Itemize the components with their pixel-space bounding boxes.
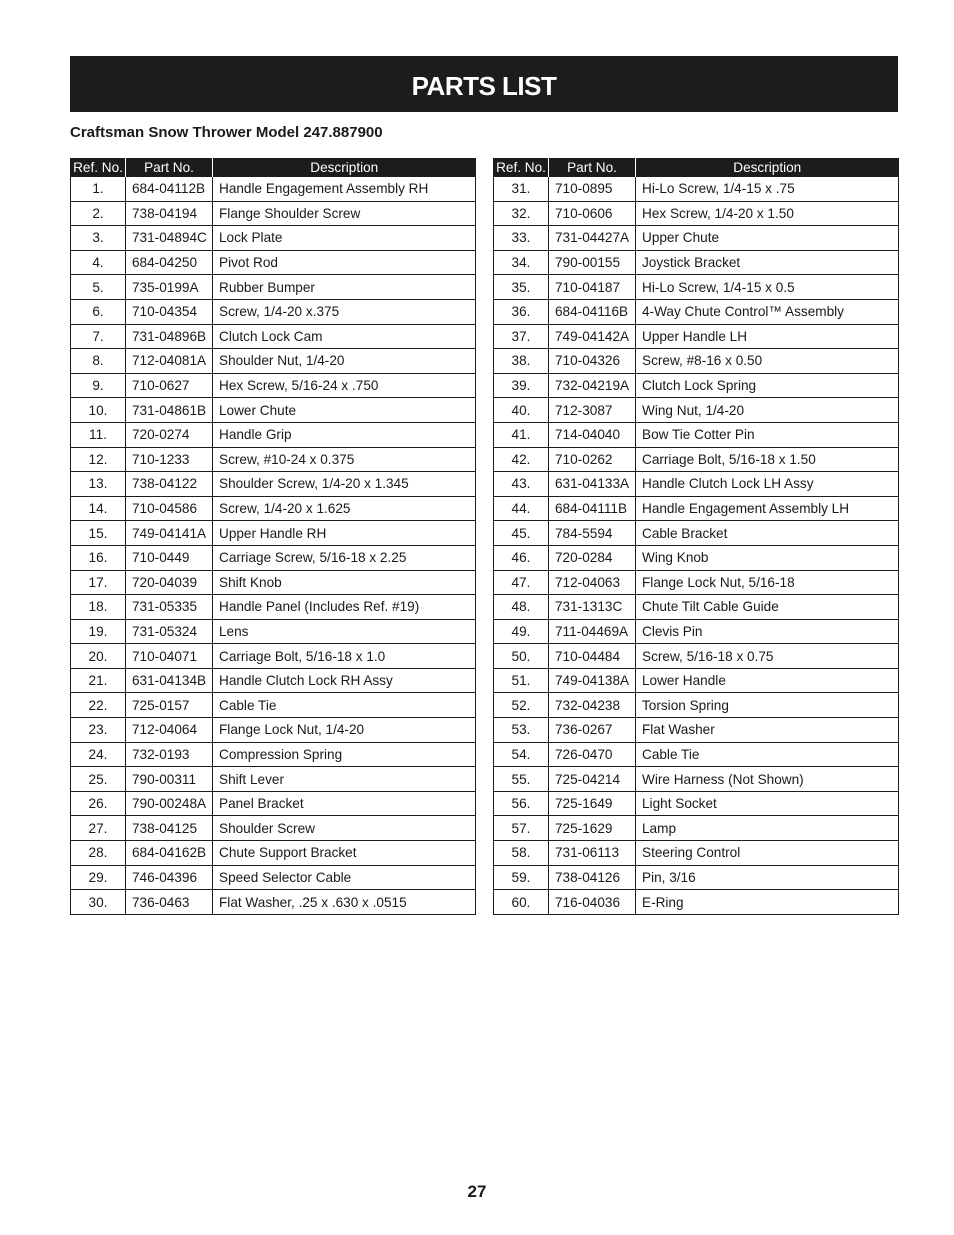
ref-no-cell: 33. (494, 226, 549, 251)
description-cell: Shoulder Screw, 1/4-20 x 1.345 (213, 472, 476, 497)
description-cell: Lock Plate (213, 226, 476, 251)
description-cell: Lower Handle (636, 668, 899, 693)
description-cell: Hex Screw, 1/4-20 x 1.50 (636, 201, 899, 226)
part-no-cell: 710-04187 (549, 275, 636, 300)
description-cell: Flat Washer (636, 718, 899, 743)
ref-no-cell: 46. (494, 545, 549, 570)
ref-no-cell: 31. (494, 177, 549, 201)
table-row (71, 349, 476, 374)
table-row (71, 742, 476, 767)
table-row (494, 398, 899, 423)
ref-no-cell: 35. (494, 275, 549, 300)
description-cell: Flange Lock Nut, 5/16-18 (636, 570, 899, 595)
ref-no-cell: 47. (494, 570, 549, 595)
ref-no-cell: 30. (71, 890, 126, 915)
part-no-cell: 720-0284 (549, 545, 636, 570)
description-header: Description (636, 158, 899, 177)
table-row (71, 693, 476, 718)
ref-no-cell: 50. (494, 644, 549, 669)
part-no-cell: 684-04162B (126, 841, 213, 866)
part-no-cell: 732-04238 (549, 693, 636, 718)
ref-no-cell: 34. (494, 250, 549, 275)
description-cell: Bow Tie Cotter Pin (636, 422, 899, 447)
part-no-cell: 731-04894C (126, 226, 213, 251)
ref-no-cell: 3. (71, 226, 126, 251)
part-no-cell: 710-04326 (549, 349, 636, 374)
ref-no-cell: 14. (71, 496, 126, 521)
ref-no-cell: 54. (494, 742, 549, 767)
part-no-cell: 684-04112B (126, 177, 213, 201)
description-cell: Chute Tilt Cable Guide (636, 595, 899, 620)
parts-table-right (493, 158, 899, 915)
description-cell: Flange Shoulder Screw (213, 201, 476, 226)
ref-no-cell: 10. (71, 398, 126, 423)
table-row (494, 767, 899, 792)
part-no-cell: 711-04469A (549, 619, 636, 644)
ref-no-cell: 18. (71, 595, 126, 620)
part-no-cell: 731-1313C (549, 595, 636, 620)
table-row (494, 570, 899, 595)
part-no-cell: 731-05324 (126, 619, 213, 644)
table-header-row (71, 158, 476, 177)
part-no-cell: 716-04036 (549, 890, 636, 915)
description-cell: Screw, 1/4-20 x 1.625 (213, 496, 476, 521)
table-row (494, 545, 899, 570)
part-no-cell: 710-0895 (549, 177, 636, 201)
ref-no-cell: 44. (494, 496, 549, 521)
part-no-cell: 725-1649 (549, 791, 636, 816)
description-cell: Panel Bracket (213, 791, 476, 816)
part-no-cell: 710-04484 (549, 644, 636, 669)
ref-no-cell: 57. (494, 816, 549, 841)
description-cell: Handle Panel (Includes Ref. #19) (213, 595, 476, 620)
table-row (71, 570, 476, 595)
part-no-cell: 736-0463 (126, 890, 213, 915)
description-cell: Speed Selector Cable (213, 865, 476, 890)
description-cell: Handle Grip (213, 422, 476, 447)
description-cell: Torsion Spring (636, 693, 899, 718)
description-cell: Screw, #8-16 x 0.50 (636, 349, 899, 374)
table-row (71, 422, 476, 447)
ref-no-cell: 32. (494, 201, 549, 226)
ref-no-cell: 45. (494, 521, 549, 546)
part-no-cell: 710-0627 (126, 373, 213, 398)
parts-table-right-body (494, 177, 899, 914)
ref-no-cell: 8. (71, 349, 126, 374)
ref-no-cell: 13. (71, 472, 126, 497)
page-title: PARTS LIST (411, 71, 557, 101)
ref-no-cell: 24. (71, 742, 126, 767)
part-no-cell: 738-04125 (126, 816, 213, 841)
ref-no-cell: 51. (494, 668, 549, 693)
description-cell: Handle Engagement Assembly RH (213, 177, 476, 201)
description-cell: Carriage Bolt, 5/16-18 x 1.0 (213, 644, 476, 669)
ref-no-cell: 25. (71, 767, 126, 792)
model-subtitle: Craftsman Snow Thrower Model 247.887900 (70, 124, 383, 141)
ref-no-cell: 41. (494, 422, 549, 447)
table-row (71, 472, 476, 497)
table-row (494, 447, 899, 472)
description-cell: Wing Knob (636, 545, 899, 570)
ref-no-cell: 56. (494, 791, 549, 816)
ref-no-cell: 2. (71, 201, 126, 226)
part-no-cell: 684-04250 (126, 250, 213, 275)
description-cell: Upper Handle RH (213, 521, 476, 546)
description-cell: Chute Support Bracket (213, 841, 476, 866)
part-no-cell: 790-00311 (126, 767, 213, 792)
ref-no-cell: 12. (71, 447, 126, 472)
part-no-header: Part No. (126, 158, 213, 177)
description-cell: Shoulder Screw (213, 816, 476, 841)
ref-no-header: Ref. No. (71, 158, 126, 177)
ref-no-cell: 19. (71, 619, 126, 644)
description-cell: Handle Clutch Lock RH Assy (213, 668, 476, 693)
description-cell: Handle Engagement Assembly LH (636, 496, 899, 521)
part-no-cell: 712-04081A (126, 349, 213, 374)
part-no-cell: 725-0157 (126, 693, 213, 718)
table-row (71, 521, 476, 546)
table-row (71, 767, 476, 792)
description-header: Description (213, 158, 476, 177)
part-no-cell: 684-04111B (549, 496, 636, 521)
ref-no-cell: 17. (71, 570, 126, 595)
description-cell: Shift Knob (213, 570, 476, 595)
table-row (494, 791, 899, 816)
description-cell: Cable Tie (213, 693, 476, 718)
table-row (71, 545, 476, 570)
table-row (494, 422, 899, 447)
parts-table-left-body (71, 177, 476, 914)
part-no-cell: 749-04142A (549, 324, 636, 349)
part-no-cell: 731-06113 (549, 841, 636, 866)
table-row (71, 865, 476, 890)
table-row (71, 791, 476, 816)
description-cell: E-Ring (636, 890, 899, 915)
ref-no-cell: 55. (494, 767, 549, 792)
description-cell: Shift Lever (213, 767, 476, 792)
description-cell: Light Socket (636, 791, 899, 816)
ref-no-cell: 36. (494, 299, 549, 324)
description-cell: Carriage Screw, 5/16-18 x 2.25 (213, 545, 476, 570)
table-row (494, 496, 899, 521)
part-no-cell: 731-04896B (126, 324, 213, 349)
part-no-cell: 749-04141A (126, 521, 213, 546)
ref-no-cell: 42. (494, 447, 549, 472)
table-row (71, 890, 476, 915)
description-cell: Clevis Pin (636, 619, 899, 644)
part-no-cell: 710-04586 (126, 496, 213, 521)
part-no-cell: 735-0199A (126, 275, 213, 300)
table-row (71, 201, 476, 226)
table-row (494, 226, 899, 251)
description-cell: Upper Handle LH (636, 324, 899, 349)
part-no-cell: 731-05335 (126, 595, 213, 620)
part-no-cell: 720-0274 (126, 422, 213, 447)
part-no-cell: 714-04040 (549, 422, 636, 447)
table-row (494, 177, 899, 201)
part-no-cell: 710-1233 (126, 447, 213, 472)
description-cell: Clutch Lock Spring (636, 373, 899, 398)
table-row (71, 595, 476, 620)
table-row (71, 841, 476, 866)
ref-no-cell: 39. (494, 373, 549, 398)
description-cell: Pin, 3/16 (636, 865, 899, 890)
ref-no-cell: 49. (494, 619, 549, 644)
part-no-cell: 725-1629 (549, 816, 636, 841)
table-row (494, 324, 899, 349)
table-row (71, 299, 476, 324)
description-cell: Screw, 1/4-20 x.375 (213, 299, 476, 324)
description-cell: Carriage Bolt, 5/16-18 x 1.50 (636, 447, 899, 472)
table-row (494, 521, 899, 546)
table-row (494, 595, 899, 620)
description-cell: Cable Tie (636, 742, 899, 767)
part-no-cell: 631-04134B (126, 668, 213, 693)
description-cell: Hi-Lo Screw, 1/4-15 x 0.5 (636, 275, 899, 300)
part-no-cell: 790-00155 (549, 250, 636, 275)
part-no-cell: 710-04071 (126, 644, 213, 669)
table-row (71, 718, 476, 743)
ref-no-cell: 52. (494, 693, 549, 718)
ref-no-cell: 43. (494, 472, 549, 497)
part-no-cell: 736-0267 (549, 718, 636, 743)
description-cell: Lens (213, 619, 476, 644)
ref-no-cell: 11. (71, 422, 126, 447)
part-no-cell: 784-5594 (549, 521, 636, 546)
ref-no-cell: 16. (71, 545, 126, 570)
page-number: 27 (467, 1182, 487, 1201)
table-row (494, 472, 899, 497)
description-cell: Flange Lock Nut, 1/4-20 (213, 718, 476, 743)
ref-no-cell: 1. (71, 177, 126, 201)
table-row (494, 644, 899, 669)
part-no-cell: 738-04194 (126, 201, 213, 226)
part-no-cell: 790-00248A (126, 791, 213, 816)
part-no-cell: 749-04138A (549, 668, 636, 693)
page-title-banner (70, 56, 898, 112)
description-cell: Cable Bracket (636, 521, 899, 546)
description-cell: Rubber Bumper (213, 275, 476, 300)
table-row (71, 816, 476, 841)
ref-no-cell: 5. (71, 275, 126, 300)
ref-no-cell: 28. (71, 841, 126, 866)
part-no-cell: 731-04427A (549, 226, 636, 251)
ref-no-cell: 22. (71, 693, 126, 718)
table-row (494, 841, 899, 866)
part-no-cell: 712-3087 (549, 398, 636, 423)
table-row (494, 890, 899, 915)
description-cell: Screw, #10-24 x 0.375 (213, 447, 476, 472)
part-no-cell: 720-04039 (126, 570, 213, 595)
description-cell: Screw, 5/16-18 x 0.75 (636, 644, 899, 669)
table-row (71, 226, 476, 251)
ref-no-cell: 23. (71, 718, 126, 743)
part-no-cell: 712-04064 (126, 718, 213, 743)
table-row (494, 668, 899, 693)
description-cell: Flat Washer, .25 x .630 x .0515 (213, 890, 476, 915)
part-no-cell: 684-04116B (549, 299, 636, 324)
part-no-cell: 710-0606 (549, 201, 636, 226)
table-row (494, 742, 899, 767)
description-cell: Joystick Bracket (636, 250, 899, 275)
table-row (71, 619, 476, 644)
ref-no-cell: 40. (494, 398, 549, 423)
table-row (494, 299, 899, 324)
description-cell: Pivot Rod (213, 250, 476, 275)
part-no-cell: 710-04354 (126, 299, 213, 324)
table-row (71, 250, 476, 275)
table-row (71, 668, 476, 693)
part-no-cell: 731-04861B (126, 398, 213, 423)
ref-no-cell: 29. (71, 865, 126, 890)
table-row (71, 177, 476, 201)
part-no-cell: 712-04063 (549, 570, 636, 595)
description-cell: Clutch Lock Cam (213, 324, 476, 349)
description-cell: Steering Control (636, 841, 899, 866)
table-header-row (494, 158, 899, 177)
ref-no-cell: 53. (494, 718, 549, 743)
table-row (71, 644, 476, 669)
ref-no-cell: 20. (71, 644, 126, 669)
part-no-cell: 726-0470 (549, 742, 636, 767)
ref-no-cell: 21. (71, 668, 126, 693)
table-row (494, 693, 899, 718)
part-no-cell: 710-0449 (126, 545, 213, 570)
ref-no-cell: 15. (71, 521, 126, 546)
table-row (494, 718, 899, 743)
description-cell: Handle Clutch Lock LH Assy (636, 472, 899, 497)
part-no-header: Part No. (549, 158, 636, 177)
description-cell: 4-Way Chute Control™ Assembly (636, 299, 899, 324)
table-row (494, 373, 899, 398)
description-cell: Wing Nut, 1/4-20 (636, 398, 899, 423)
table-row (494, 201, 899, 226)
description-cell: Compression Spring (213, 742, 476, 767)
description-cell: Hex Screw, 5/16-24 x .750 (213, 373, 476, 398)
ref-no-header: Ref. No. (494, 158, 549, 177)
ref-no-cell: 9. (71, 373, 126, 398)
description-cell: Shoulder Nut, 1/4-20 (213, 349, 476, 374)
table-row (494, 865, 899, 890)
part-no-cell: 738-04126 (549, 865, 636, 890)
table-row (71, 398, 476, 423)
table-row (494, 619, 899, 644)
table-row (71, 496, 476, 521)
ref-no-cell: 59. (494, 865, 549, 890)
part-no-cell: 725-04214 (549, 767, 636, 792)
ref-no-cell: 7. (71, 324, 126, 349)
table-row (71, 447, 476, 472)
table-row (494, 250, 899, 275)
ref-no-cell: 48. (494, 595, 549, 620)
part-no-cell: 710-0262 (549, 447, 636, 472)
table-row (494, 349, 899, 374)
table-row (71, 324, 476, 349)
ref-no-cell: 4. (71, 250, 126, 275)
description-cell: Upper Chute (636, 226, 899, 251)
part-no-cell: 738-04122 (126, 472, 213, 497)
description-cell: Lamp (636, 816, 899, 841)
ref-no-cell: 6. (71, 299, 126, 324)
parts-table-left (70, 158, 476, 915)
ref-no-cell: 60. (494, 890, 549, 915)
description-cell: Lower Chute (213, 398, 476, 423)
ref-no-cell: 26. (71, 791, 126, 816)
part-no-cell: 746-04396 (126, 865, 213, 890)
table-row (494, 275, 899, 300)
description-cell: Hi-Lo Screw, 1/4-15 x .75 (636, 177, 899, 201)
table-row (71, 373, 476, 398)
description-cell: Wire Harness (Not Shown) (636, 767, 899, 792)
table-row (494, 816, 899, 841)
table-row (71, 275, 476, 300)
part-no-cell: 732-04219A (549, 373, 636, 398)
part-no-cell: 732-0193 (126, 742, 213, 767)
ref-no-cell: 58. (494, 841, 549, 866)
part-no-cell: 631-04133A (549, 472, 636, 497)
ref-no-cell: 38. (494, 349, 549, 374)
ref-no-cell: 27. (71, 816, 126, 841)
ref-no-cell: 37. (494, 324, 549, 349)
